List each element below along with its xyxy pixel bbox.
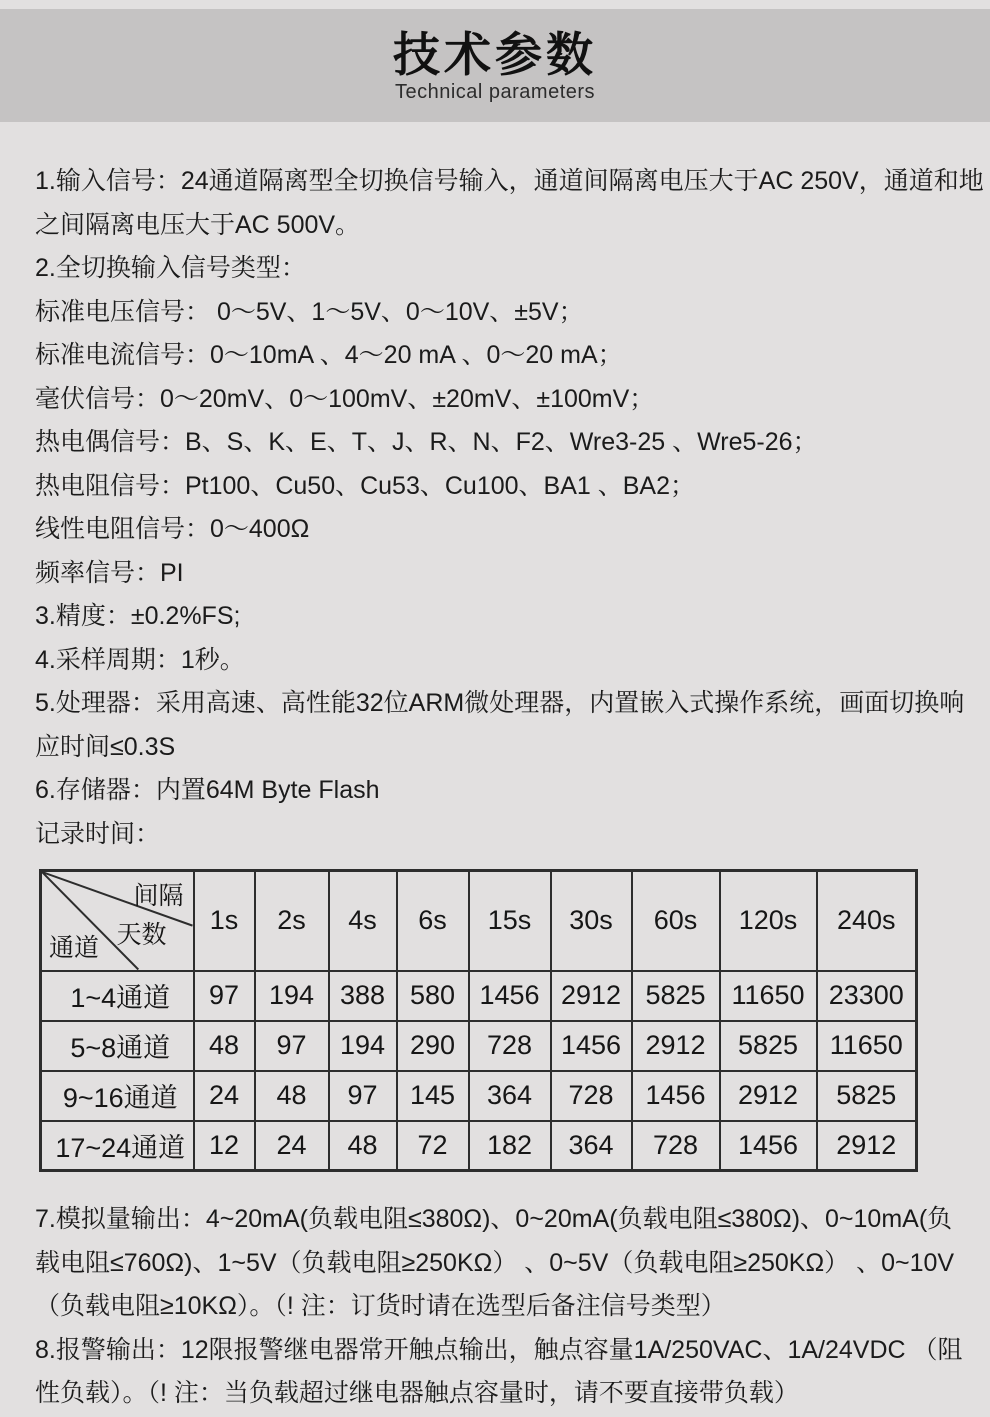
- column-header: 120s: [720, 871, 817, 971]
- spec-line: 热电阻信号：Pt100、Cu50、Cu53、Cu100、BA1 、BA2；: [35, 471, 695, 500]
- table-cell: 97: [329, 1071, 397, 1121]
- row-label: 9~16通道: [41, 1071, 194, 1121]
- table-cell: 182: [469, 1121, 551, 1171]
- table-cell: 290: [397, 1021, 469, 1071]
- spec-line: 热电偶信号：B、S、K、E、T、J、R、N、F2、Wre3-25 、Wre5-26；: [35, 428, 818, 456]
- table-cell: 728: [469, 1021, 551, 1071]
- spec-line: 1.输入信号：24通道隔离型全切换信号输入，通道间隔离电压大于AC 250V，通道和地: [35, 167, 984, 195]
- spec-line: 之间隔离电压大于AC 500V。: [35, 210, 361, 239]
- table-cell: 24: [255, 1121, 329, 1171]
- table-cell: 1456: [720, 1121, 817, 1171]
- table-cell: 145: [397, 1071, 469, 1121]
- table-cell: 2912: [632, 1021, 720, 1071]
- row-label: 17~24通道: [41, 1121, 194, 1171]
- record-time-table: [39, 869, 918, 1172]
- spec-line: 线性电阻信号：0～400Ω: [35, 515, 310, 543]
- table-cell: 2912: [817, 1121, 917, 1171]
- column-header: 1s: [194, 871, 255, 971]
- spec-line: 频率信号：PI: [35, 558, 184, 587]
- table-cell: 194: [255, 971, 329, 1021]
- table-cell: 48: [194, 1021, 255, 1071]
- table-cell: 728: [632, 1121, 720, 1171]
- corner-days-label: 天数: [116, 921, 167, 949]
- spec-line: （负载电阻≥10KΩ）。（! 注：订货时请在选型后备注信号类型）: [35, 1292, 726, 1320]
- footer-spec-block: [35, 1198, 965, 1416]
- column-header: 6s: [397, 871, 469, 971]
- table-cell: 97: [194, 971, 255, 1021]
- page-title: 技术参数: [393, 27, 597, 81]
- row-label: 1~4通道: [41, 971, 194, 1021]
- spec-line: 标准电流信号：0～10mA 、4～20 mA 、0～20 mA；: [35, 341, 623, 369]
- table-row: [41, 1021, 917, 1071]
- spec-line: 7.模拟量输出：4~20mA(负载电阻≤380Ω)、0~20mA(负载电阻≤380Ω)、0~10mA(负: [35, 1205, 953, 1233]
- spec-line: 标准电压信号： 0～5V、1～5V、0～10V、±5V；: [35, 297, 584, 326]
- table-row: [41, 1121, 917, 1171]
- table-cell: 1456: [632, 1071, 720, 1121]
- table-cell: 364: [551, 1121, 632, 1171]
- table-cell: 364: [469, 1071, 551, 1121]
- title-band: [0, 9, 990, 122]
- page-subtitle: Technical parameters: [394, 81, 596, 104]
- spec-line: 6.存储器：内置64M Byte Flash: [35, 776, 380, 804]
- table-cell: 97: [255, 1021, 329, 1071]
- spec-line: 3.精度：±0.2%FS;: [35, 602, 241, 630]
- table-cell: 24: [194, 1071, 255, 1121]
- corner-interval-label: 间隔: [133, 882, 184, 910]
- table-cell: 12: [194, 1121, 255, 1171]
- spec-line: 5.处理器：采用高速、高性能32位ARM微处理器，内置嵌入式操作系统，画面切换响: [35, 689, 965, 717]
- column-header: 60s: [632, 871, 720, 971]
- table-cell: 2912: [551, 971, 632, 1021]
- table-cell: 1456: [469, 971, 551, 1021]
- table-row: [41, 971, 917, 1021]
- spec-line: 记录时间：: [35, 819, 161, 848]
- row-label: 5~8通道: [41, 1021, 194, 1071]
- table-cell: 5825: [817, 1071, 917, 1121]
- table-cell: 1456: [551, 1021, 632, 1071]
- table-cell: 194: [329, 1021, 397, 1071]
- table-cell: 5825: [632, 971, 720, 1021]
- table-cell: 580: [397, 971, 469, 1021]
- column-header: 15s: [469, 871, 551, 971]
- corner-channel-label: 通道: [49, 933, 100, 962]
- spec-line: 4.采样周期：1秒。: [35, 645, 245, 674]
- column-header: 30s: [551, 871, 632, 971]
- spec-line: 载电阻≤760Ω)、1~5V（负载电阻≥250KΩ） 、0~5V（负载电阻≥250KΩ） 、0~10V: [35, 1248, 955, 1277]
- table-cell: 23300: [817, 971, 917, 1021]
- table-row: [41, 1071, 917, 1121]
- table-cell: 48: [329, 1121, 397, 1171]
- table-corner-cell: [41, 871, 194, 971]
- spec-content: [35, 160, 984, 1416]
- spec-line: 应时间≤0.3S: [35, 732, 176, 761]
- table-cell: 388: [329, 971, 397, 1021]
- table-cell: 11650: [817, 1021, 917, 1071]
- table-header-row: [41, 871, 917, 971]
- table-cell: 48: [255, 1071, 329, 1121]
- table-cell: 11650: [720, 971, 817, 1021]
- spec-line: 性负载）。（! 注：当负载超过继电器触点容量时，请不要直接带负载）: [35, 1379, 799, 1407]
- spec-line: 2.全切换输入信号类型：: [35, 254, 306, 282]
- spec-line: 8.报警输出：12限报警继电器常开触点输出，触点容量1A/250VAC、1A/24VDC （阻: [35, 1335, 963, 1364]
- column-header: 240s: [817, 871, 917, 971]
- table-cell: 72: [397, 1121, 469, 1171]
- table-cell: 728: [551, 1071, 632, 1121]
- column-header: 2s: [255, 871, 329, 971]
- spec-line: 毫伏信号：0～20mV、0～100mV、±20mV、±100mV；: [35, 384, 655, 413]
- table-cell: 5825: [720, 1021, 817, 1071]
- column-header: 4s: [329, 871, 397, 971]
- table-cell: 2912: [720, 1071, 817, 1121]
